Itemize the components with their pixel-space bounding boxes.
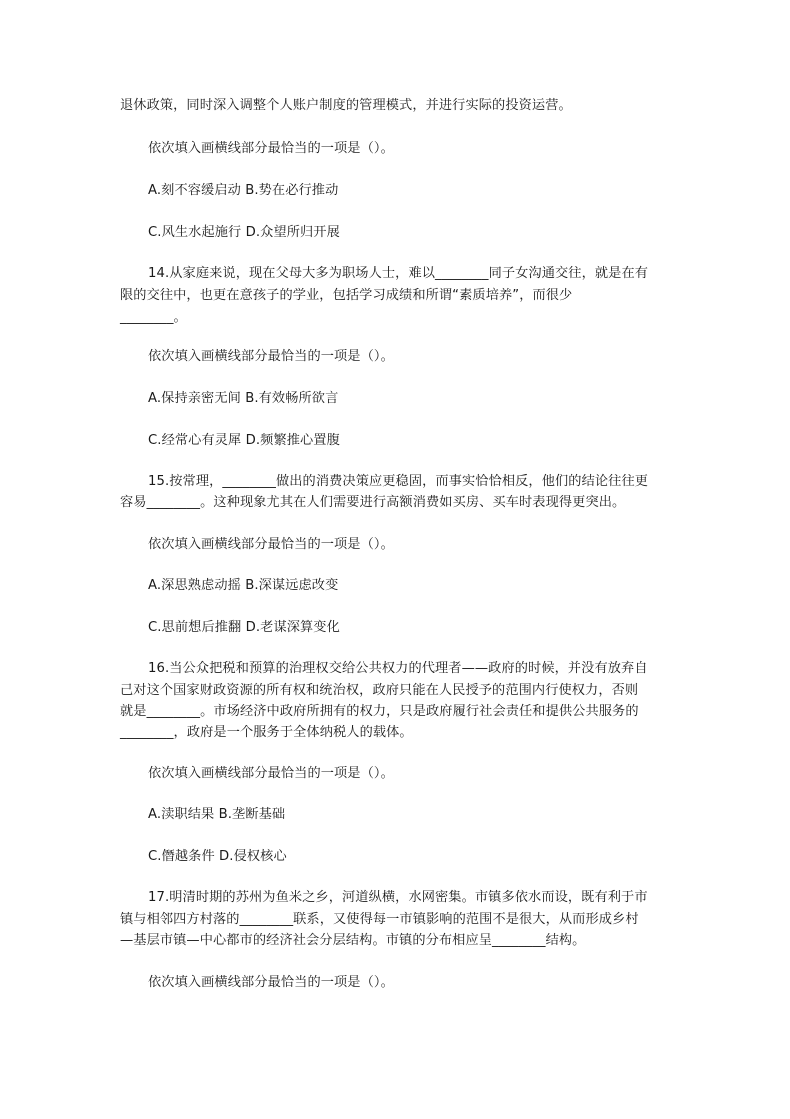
question-prompt: 依次填入画横线部分最恰当的一项是（）。 <box>148 537 394 552</box>
question-14-line: 14.从家庭来说，现在父母大多为职场人士，难以________同子女沟通交往，就是在有 <box>148 266 649 281</box>
question-14-line: 限的交往中，也更在意孩子的学业，包括学习成绩和所谓“素质培养”，而很少 <box>120 288 573 303</box>
question-15-line: 容易________。这种现象尤其在人们需要进行高额消费如买房、买车时表现得更突出。 <box>120 495 626 510</box>
question-prompt: 依次填入画横线部分最恰当的一项是（）。 <box>148 975 394 990</box>
question-prompt: 依次填入画横线部分最恰当的一项是（）。 <box>148 141 394 156</box>
question-15-line: 15.按常理，________做出的消费决策应更稳固，而事实恰恰相反，他们的结论往往更 <box>148 474 649 489</box>
answer-options: A.刻不容缓启动 B.势在必行推动 <box>148 183 339 198</box>
answer-options: A.保持亲密无间 B.有效畅所欲言 <box>148 391 339 406</box>
question-17-line: 镇与相邻四方村落的________联系，又使得每一市镇影响的范围不是很大，从而形成乡村 <box>120 912 639 927</box>
question-16-line: 己对这个国家财政资源的所有权和统治权，政府只能在人民授予的范围内行使权力，否则 <box>120 683 639 698</box>
question-17-line: —基层市镇—中心都市的经济社会分层结构。市镇的分布相应呈________结构。 <box>120 933 586 948</box>
question-14-line: ________。 <box>120 310 187 325</box>
answer-options: C.思前想后推翻 D.老谋深算变化 <box>148 620 340 635</box>
question-prompt: 依次填入画横线部分最恰当的一项是（）。 <box>148 349 394 364</box>
question-prompt: 依次填入画横线部分最恰当的一项是（）。 <box>148 766 394 781</box>
question-17-line: 17.明清时期的苏州为鱼米之乡，河道纵横，水网密集。市镇多依水而设，既有利于市 <box>148 890 648 905</box>
text-line: 退休政策，同时深入调整个人账户制度的管理模式，并进行实际的投资运营。 <box>120 98 572 113</box>
answer-options: C.僭越条件 D.侵权核心 <box>148 849 287 864</box>
answer-options: C.经常心有灵犀 D.频繁推心置腹 <box>148 433 340 448</box>
question-16-line: ________，政府是一个服务于全体纳税人的载体。 <box>120 725 413 740</box>
answer-options: A.渎职结果 B.垄断基础 <box>148 807 286 822</box>
question-16-line: 16.当公众把税和预算的治理权交给公共权力的代理者——政府的时候，并没有放弃自 <box>148 661 648 676</box>
answer-options: C.风生水起施行 D.众望所归开展 <box>148 225 340 240</box>
question-16-line: 就是________。市场经济中政府所拥有的权力，只是政府履行社会责任和提供公共服务的 <box>120 704 639 719</box>
answer-options: A.深思熟虑动摇 B.深谋远虑改变 <box>148 578 339 593</box>
